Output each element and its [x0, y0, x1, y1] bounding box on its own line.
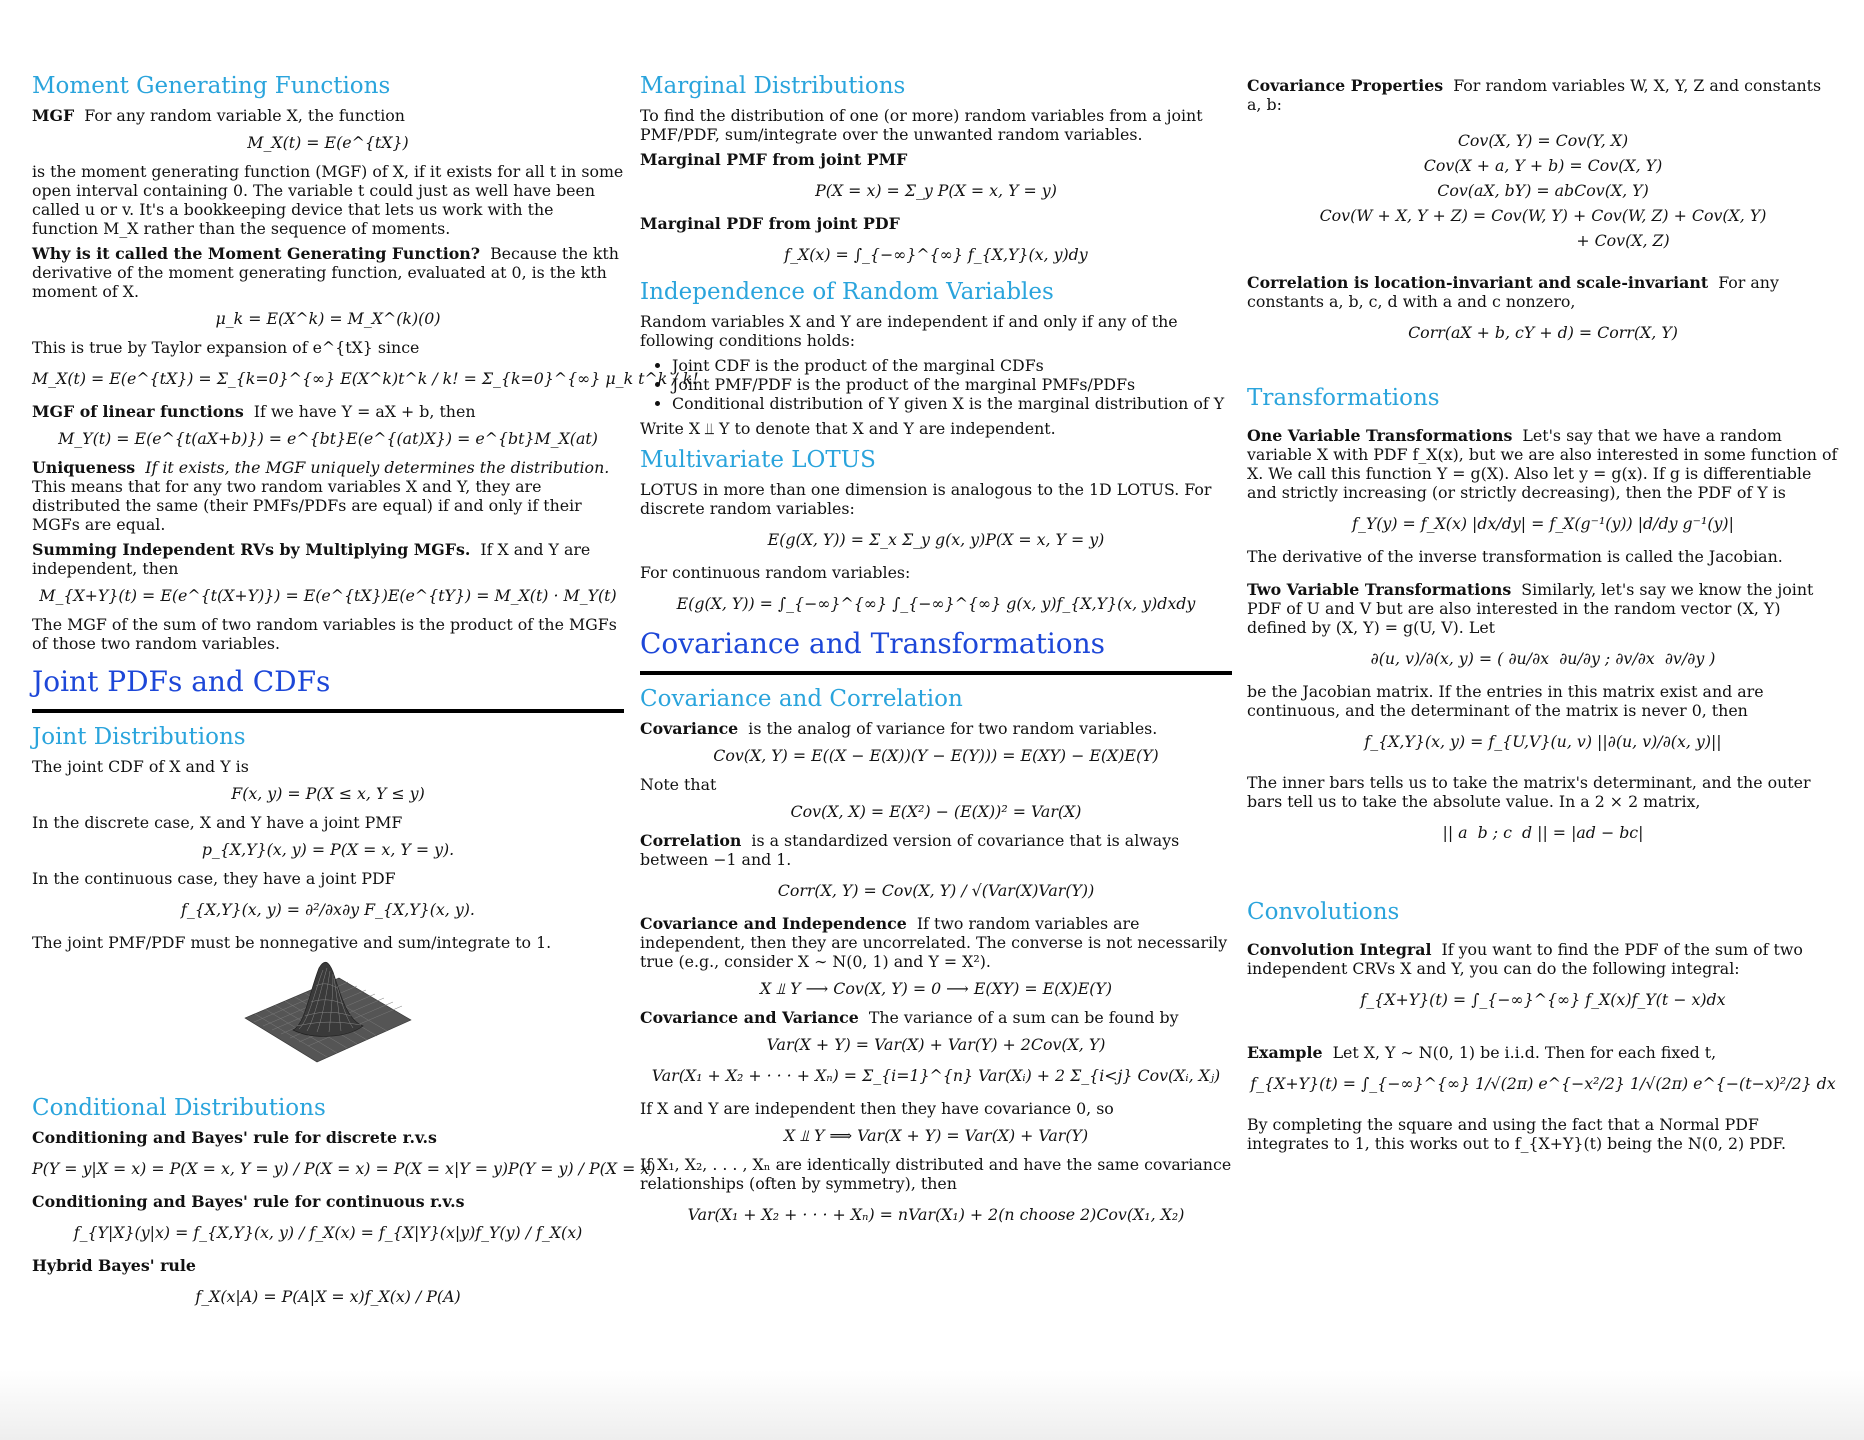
sum-text: If X and Y are independent, then [32, 540, 591, 578]
twovar-lead: Two Variable Transformations [1247, 580, 1512, 599]
jacmat-text: be the Jacobian matrix. If the entries in this matrix exist and are continuous, and the determinant of the matrix is never 0, then [1247, 682, 1764, 720]
jacobian-matrix-equation: ∂(u, v)/∂(x, y) = ( ∂u/∂x ∂u/∂y ; ∂v/∂x ∂v/∂y ) [1370, 649, 1716, 668]
marg-pmf-lead: Marginal PMF from joint PMF [640, 150, 908, 169]
marg-pmf-equation: P(X = x) = Σ_y P(X = x, Y = y) [815, 181, 1057, 200]
jpdf-text: In the continuous case, they have a joint PDF [32, 869, 396, 888]
example-paragraph [1247, 1043, 1839, 1062]
mgf-heading: Moment Generating Functions [32, 73, 391, 99]
covprop-paragraph [1247, 76, 1839, 114]
covind-text: If two random variables are independent, then they are uncorrelated. The converse is not necessarily true (e.g., consider X ∼ N(0, 1) and Y = X²). [640, 914, 1228, 971]
onevar-text: Let's say that we have a random variable X with PDF f_X(x), but we are also interested in some function of X. We call this function Y = g(X). Also let y = g(x). If g is differentiable and strictly increasing (or strictly decreasing), then the PDF of Y is [1247, 426, 1838, 502]
covvar-lead: Covariance and Variance [640, 1008, 859, 1027]
twovar-equation: f_{X,Y}(x, y) = f_{U,V}(u, v) ||∂(u, v)/∂(x, y)|| [1364, 732, 1722, 751]
independence-text: Random variables X and Y are independent if and only if any of the following conditions holds: [640, 312, 1178, 350]
covprop-equation-1: Cov(X, Y) = Cov(Y, X) [1457, 131, 1629, 150]
covvar-equation-2: Var(X₁ + X₂ + · · · + Xₙ) = Σ_{i=1}^{n} Var(Xᵢ) + 2 Σ_{i<j} Cov(Xᵢ, Xⱼ) [651, 1066, 1221, 1085]
onevar-lead: One Variable Transformations [1247, 426, 1513, 445]
mgf-equation: M_X(t) = E(e^{tX}) [247, 133, 409, 152]
why-paragraph [32, 244, 624, 301]
sum-equation: M_{X+Y}(t) = E(e^{t(X+Y)}) = E(e^{tX})E(e^{tY}) = M_X(t) · M_Y(t) [39, 586, 617, 605]
covprop-equation-3: Cov(aX, bY) = abCov(X, Y) [1437, 181, 1649, 200]
indep0-equation: X ⫫ Y ⟹ Var(X + Y) = Var(X) + Var(Y) [783, 1126, 1089, 1145]
convint-paragraph [1247, 940, 1839, 978]
column-2 [640, 64, 1232, 1238]
independence-list [672, 356, 1232, 413]
corrinv-equation: Corr(aX + b, cY + d) = Corr(X, Y) [1408, 323, 1678, 342]
mgf-definition: is the moment generating function (MGF) of X, if it exists for all t in some open interval containing 0. The variable t could just as well have been called u or v. It's a bookkeeping device that lets us work with the function M_X rather than the sequence of moments. [32, 162, 624, 238]
section-rule [32, 709, 624, 713]
jpmf-text: In the discrete case, X and Y have a joint PMF [32, 813, 403, 832]
marginal-text: To find the distribution of one (or more) random variables from a joint PMF/PDF, sum/integrate over the unwanted random variables. [640, 106, 1203, 144]
twovar-text: Similarly, let's say we know the joint PDF of U and V but are also interested in the random vector (X, Y) defined by (X, Y) = g(U, V). Let [1247, 580, 1814, 637]
nonneg-text: The joint PMF/PDF must be nonnegative and sum/integrate to 1. [32, 933, 552, 952]
cond-cont-equation: f_{Y|X}(y|x) = f_{X,Y}(x, y) / f_X(x) = f_{X|Y}(x|y)f_Y(y) / f_X(x) [73, 1223, 583, 1242]
unique-lead: Uniqueness [32, 458, 136, 477]
cov-equation: Cov(X, Y) = E((X − E(X))(Y − E(Y))) = E(XY) − E(X)E(Y) [713, 746, 1159, 765]
unique-text: This means that for any two random variables X and Y, they are distributed the same (their PMFs/PDFs are equal) if and only if their MGFs are equal. [32, 477, 582, 534]
covind-lead: Covariance and Independence [640, 914, 907, 933]
independence-heading: Independence of Random Variables [640, 279, 1054, 305]
example-after: By completing the square and using the fact that a Normal PDF integrates to 1, this works out to f_{X+Y}(t) being the N(0, 2) PDF. [1247, 1115, 1787, 1153]
sum-lead: Summing Independent RVs by Multiplying MGFs. [32, 540, 471, 559]
covprop-equation-2: Cov(X + a, Y + b) = Cov(X, Y) [1423, 156, 1663, 175]
independence-write: Write X ⫫ Y to denote that X and Y are independent. [640, 419, 1056, 438]
cond-disc-equation: P(Y = y|X = x) = P(X = x, Y = y) / P(X = x) = P(X = x|Y = y)P(Y = y) / P(X = x) [32, 1159, 656, 1178]
ident-equation: Var(X₁ + X₂ + · · · + Xₙ) = nVar(X₁) + 2(n choose 2)Cov(X₁, X₂) [687, 1205, 1185, 1224]
convint-equation: f_{X+Y}(t) = ∫_{−∞}^{∞} f_X(x)f_Y(t − x)dx [1360, 990, 1726, 1009]
list-item: • Joint PMF/PDF is the product of the marginal PMFs/PDFs [672, 375, 1232, 394]
covvar-equation-1: Var(X + Y) = Var(X) + Var(Y) + 2Cov(X, Y) [766, 1035, 1106, 1054]
sum-paragraph [32, 540, 624, 578]
covind-paragraph [640, 914, 1232, 971]
covprop-lead: Covariance Properties [1247, 76, 1444, 95]
hybrid-lead: Hybrid Bayes' rule [32, 1256, 196, 1275]
cond-disc-lead: Conditioning and Bayes' rule for discrete r.v.s [32, 1128, 437, 1147]
unique-italic: If it exists, the MGF uniquely determines the distribution. [145, 458, 610, 477]
marg-pdf-equation: f_X(x) = ∫_{−∞}^{∞} f_{X,Y}(x, y)dy [784, 245, 1088, 264]
transformations-heading: Transformations [1247, 385, 1440, 411]
linear-lead: MGF of linear functions [32, 402, 244, 421]
linear-paragraph [32, 402, 624, 421]
linear-text: If we have Y = aX + b, then [253, 402, 476, 421]
lotus-heading: Multivariate LOTUS [640, 447, 876, 473]
onevar-equation: f_Y(y) = f_X(x) |dx/dy| = f_X(g⁻¹(y)) |d/dy g⁻¹(y)| [1352, 514, 1734, 533]
conditional-heading: Conditional Distributions [32, 1095, 326, 1121]
joint-pdf-surface-image [243, 960, 413, 1080]
joint-dist-heading: Joint Distributions [32, 724, 246, 750]
marginal-heading: Marginal Distributions [640, 73, 906, 99]
example-lead: Example [1247, 1043, 1323, 1062]
why-lead: Why is it called the Moment Generating Function? [32, 244, 481, 263]
covind-equation: X ⫫ Y ⟶ Cov(X, Y) = 0 ⟶ E(XY) = E(X)E(Y) [759, 979, 1113, 998]
covvar-text: The variance of a sum can be found by [868, 1008, 1179, 1027]
twovar-paragraph [1247, 580, 1839, 637]
corr-equation: Corr(X, Y) = Cov(X, Y) / √(Var(X)Var(Y)) [777, 881, 1095, 900]
cond-cont-lead: Conditioning and Bayes' rule for continuous r.v.s [32, 1192, 465, 1211]
list-item: • Joint CDF is the product of the marginal CDFs [672, 356, 1232, 375]
convint-text: If you want to find the PDF of the sum of two independent CRVs X and Y, you can do the following integral: [1247, 940, 1803, 978]
ident-text: If X₁, X₂, . . . , Xₙ are identically distributed and have the same covariance relationships (often by symmetry), then [640, 1155, 1232, 1193]
example-text: Let X, Y ∼ N(0, 1) be i.i.d. Then for each fixed t, [1332, 1043, 1717, 1062]
lotus-text: LOTUS in more than one dimension is analogous to the 1D LOTUS. For discrete random variables: [640, 480, 1212, 518]
list-item: • Conditional distribution of Y given X is the marginal distribution of Y [672, 394, 1232, 413]
joint-heading: Joint PDFs and CDFs [32, 665, 331, 698]
corr-paragraph [640, 831, 1232, 869]
jpmf-equation: p_{X,Y}(x, y) = P(X = x, Y = y). [201, 840, 455, 859]
example-equation: f_{X+Y}(t) = ∫_{−∞}^{∞} 1/√(2π) e^{−x²/2} 1/√(2π) e^{−(t−x)²/2} dx [1250, 1074, 1836, 1093]
jcdf-equation: F(x, y) = P(X ≤ x, Y ≤ y) [231, 784, 425, 803]
cov-paragraph [640, 719, 1232, 738]
indep0-text: If X and Y are independent then they have covariance 0, so [640, 1099, 1114, 1118]
corr-lead: Correlation [640, 831, 742, 850]
lotus-disc-equation: E(g(X, Y)) = Σ_x Σ_y g(x, y)P(X = x, Y = y) [767, 530, 1105, 549]
corr-text: is a standardized version of covariance that is always between −1 and 1. [640, 831, 1180, 869]
taylor-equation: M_X(t) = E(e^{tX}) = Σ_{k=0}^{∞} E(X^k)t^k / k! = Σ_{k=0}^{∞} μ_k t^k / k! [32, 369, 699, 388]
corrinv-text: For any constants a, b, c, d with a and c nonzero, [1247, 273, 1779, 311]
column-3 [1247, 64, 1839, 1159]
determinant-equation: || a b ; c d || = |ad − bc| [1442, 823, 1644, 842]
lotus-cont-equation: E(g(X, Y)) = ∫_{−∞}^{∞} ∫_{−∞}^{∞} g(x, y)f_{X,Y}(x, y)dxdy [676, 594, 1196, 613]
marg-pdf-lead: Marginal PDF from joint PDF [640, 214, 900, 233]
linear-equation: M_Y(t) = E(e^{t(aX+b)}) = e^{bt}E(e^{(at)X}) = e^{bt}M_X(at) [58, 429, 598, 448]
bars-text: The inner bars tells us to take the matrix's determinant, and the outer bars tell us to take the absolute value. In a 2 × 2 matrix, [1247, 773, 1811, 811]
mgf-paragraph [32, 106, 624, 125]
lotus-cont-text: For continuous random variables: [640, 563, 911, 582]
sum-after: The MGF of the sum of two random variables is the product of the MGFs of those two random variables. [32, 615, 617, 653]
covcorr-heading: Covariance and Correlation [640, 686, 963, 712]
note-text: Note that [640, 775, 717, 794]
cov-text: is the analog of variance for two random variables. [748, 719, 1158, 738]
jcdf-text: The joint CDF of X and Y is [32, 757, 249, 776]
moment-equation: μ_k = E(X^k) = M_X^(k)(0) [215, 309, 441, 328]
jpdf-equation: f_{X,Y}(x, y) = ∂²/∂x∂y F_{X,Y}(x, y). [181, 900, 475, 919]
covprop-equation-5: + Cov(X, Z) [1576, 231, 1670, 250]
covtrans-heading: Covariance and Transformations [640, 627, 1106, 660]
hybrid-equation: f_X(x|A) = P(A|X = x)f_X(x) / P(A) [195, 1287, 461, 1306]
mgf-text: For any random variable X, the function [84, 106, 405, 125]
corrinv-lead: Correlation is location-invariant and scale-invariant [1247, 273, 1709, 292]
convint-lead: Convolution Integral [1247, 940, 1432, 959]
covprop-text: For random variables W, X, Y, Z and constants a, b: [1247, 76, 1822, 114]
covvar-paragraph [640, 1008, 1232, 1027]
mgf-lead: MGF [32, 106, 75, 125]
covprop-equation-4: Cov(W + X, Y + Z) = Cov(W, Y) + Cov(W, Z) + Cov(X, Y) [1319, 206, 1767, 225]
unique-paragraph [32, 458, 624, 534]
jacobian-text: The derivative of the inverse transformation is called the Jacobian. [1247, 547, 1783, 566]
section-rule [640, 671, 1232, 675]
corrinv-paragraph [1247, 273, 1839, 311]
taylor-text: This is true by Taylor expansion of e^{tX} since [32, 338, 420, 357]
page-bottom-shadow [0, 1370, 1864, 1440]
cov-lead: Covariance [640, 719, 739, 738]
note-equation: Cov(X, X) = E(X²) − (E(X))² = Var(X) [790, 802, 1082, 821]
convolutions-heading: Convolutions [1247, 899, 1400, 925]
why-text: Because the kth derivative of the moment generating function, evaluated at 0, is the kth moment of X. [32, 244, 619, 301]
onevar-paragraph [1247, 426, 1839, 502]
